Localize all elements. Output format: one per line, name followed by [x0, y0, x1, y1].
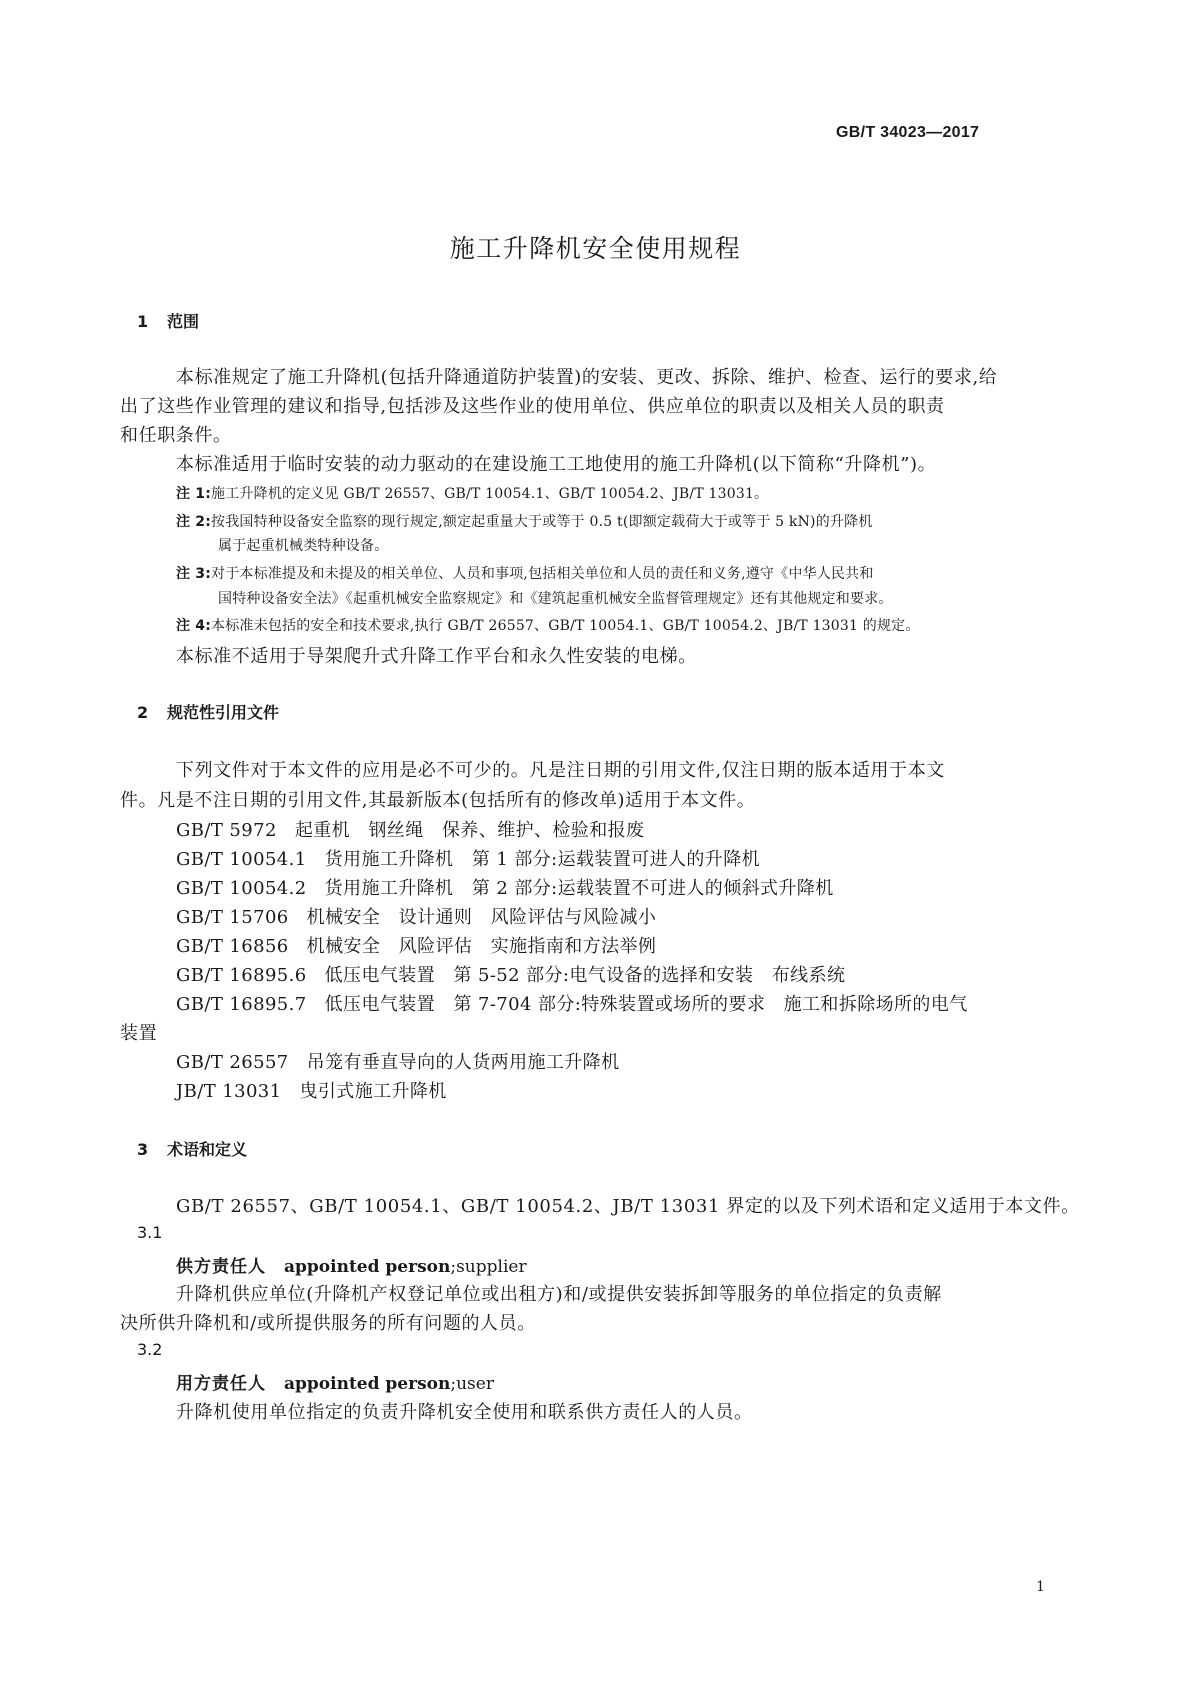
reference-title: 曳引式施工升降机 [299, 1081, 447, 1102]
note-3-continued: 国特种设备安全法》《起重机械安全监察规定》和《建筑起重机械安全监督管理规定》还有其他规定和要求。 [218, 591, 893, 607]
section-number: 1 [137, 312, 149, 331]
reference-code: GB/T 10054.1 [176, 849, 307, 870]
references-intro-line: 件。凡是不注日期的引用文件,其最新版本(包括所有的修改单)适用于本文件。 [120, 790, 756, 811]
section-title: 范围 [167, 312, 200, 331]
reference-item [176, 1077, 447, 1103]
reference-item [176, 932, 656, 958]
section-number: 3 [137, 1140, 149, 1159]
note-2-continued: 属于起重机械类特种设备。 [218, 538, 389, 554]
terms-intro: GB/T 26557、GB/T 10054.1、GB/T 10054.2、JB/T 13031 界定的以及下列术语和定义适用于本文件。 [176, 1196, 1080, 1217]
reference-title: 货用施工升降机 第 1 部分:运载装置可进人的升降机 [324, 849, 760, 870]
note-text: 施工升降机的定义见 GB/T 26557、GB/T 10054.1、GB/T 10054.2、JB/T 13031。 [211, 486, 769, 502]
reference-item [176, 903, 656, 929]
scope-paragraph-line: 和任职条件。 [120, 425, 232, 446]
note-text: 按我国特种设备安全监察的现行规定,额定起重量大于或等于 0.5 t(即额定载荷大于或等于 5 kN)的升降机 [211, 514, 873, 530]
section-1-heading [137, 309, 199, 332]
term-english: appointed person [284, 1257, 451, 1277]
section-number: 2 [137, 703, 149, 722]
note-label: 注 3: [176, 566, 212, 582]
reference-title: 机械安全 风险评估 实施指南和方法举例 [306, 936, 657, 957]
reference-code: GB/T 5972 [176, 820, 277, 841]
page-number: 1 [1036, 1579, 1045, 1595]
reference-code: JB/T 13031 [176, 1081, 282, 1102]
reference-code: GB/T 16856 [176, 936, 289, 957]
term-qualifier: ;supplier [450, 1257, 527, 1277]
reference-title: 机械安全 设计通则 风险评估与风险减小 [306, 907, 657, 928]
scope-paragraph-line: 出了这些作业管理的建议和指导,包括涉及这些作业的使用单位、供应单位的职责以及相关人员的职责 [120, 396, 945, 417]
reference-title: 低压电气装置 第 7-704 部分:特殊装置或场所的要求 施工和拆除场所的电气 [324, 994, 968, 1015]
term-english: appointed person [284, 1374, 451, 1394]
term-qualifier: ;user [450, 1374, 494, 1394]
reference-code: GB/T 16895.6 [176, 965, 307, 986]
term-definition-line: 升降机使用单位指定的负责升降机安全使用和联系供方责任人的人员。 [176, 1402, 753, 1423]
reference-code: GB/T 15706 [176, 907, 289, 928]
reference-item [176, 845, 760, 871]
note-label: 注 2: [176, 514, 212, 530]
scope-applicability: 本标准适用于临时安装的动力驱动的在建设施工工地使用的施工升降机(以下简称“升降机”)。 [176, 454, 937, 475]
note-2 [176, 511, 873, 531]
reference-item [176, 990, 968, 1016]
scope-paragraph-line: 本标准规定了施工升降机(包括升降通道防护装置)的安装、更改、拆除、维护、检查、运行的要求,给 [176, 367, 998, 388]
document-title: 施工升降机安全使用规程 [449, 234, 742, 263]
standard-number: GB/T 34023—2017 [836, 124, 980, 141]
note-label: 注 4: [176, 618, 212, 634]
reference-code: GB/T 10054.2 [176, 878, 307, 899]
note-label: 注 1: [176, 486, 212, 502]
term-chinese: 用方责任人 [176, 1374, 266, 1394]
section-title: 术语和定义 [167, 1140, 248, 1159]
reference-title: 货用施工升降机 第 2 部分:运载装置不可进人的倾斜式升降机 [324, 878, 834, 899]
references-intro-line: 下列文件对于本文件的应用是必不可少的。凡是注日期的引用文件,仅注日期的版本适用于本文 [176, 760, 945, 781]
clause-number: 3.2 [137, 1340, 163, 1359]
note-3 [176, 563, 874, 583]
reference-item-continued: 装置 [120, 1023, 158, 1044]
reference-item [176, 874, 834, 900]
note-4 [176, 615, 920, 635]
reference-item [176, 961, 845, 987]
note-text: 对于本标准提及和未提及的相关单位、人员和事项,包括相关单位和人员的责任和义务,遵守《中华人民共和 [211, 566, 874, 582]
reference-title: 低压电气装置 第 5-52 部分:电气设备的选择和安装 布线系统 [324, 965, 846, 986]
reference-item [176, 1048, 619, 1074]
reference-code: GB/T 16895.7 [176, 994, 307, 1015]
term-definition-line: 升降机供应单位(升降机产权登记单位或出租方)和/或提供安装拆卸等服务的单位指定的负责解 [176, 1284, 942, 1305]
reference-code: GB/T 26557 [176, 1052, 289, 1073]
reference-item [176, 816, 644, 842]
clause-number: 3.1 [137, 1223, 163, 1242]
term-chinese: 供方责任人 [176, 1257, 266, 1277]
note-text: 本标准未包括的安全和技术要求,执行 GB/T 26557、GB/T 10054.1、GB/T 10054.2、JB/T 13031 的规定。 [211, 618, 920, 634]
term-definition-line: 决所供升降机和/或所提供服务的所有问题的人员。 [120, 1313, 536, 1334]
scope-exclusion: 本标准不适用于导架爬升式升降工作平台和永久性安装的电梯。 [176, 646, 697, 667]
note-1 [176, 483, 768, 503]
reference-title: 起重机 钢丝绳 保养、维护、检验和报废 [294, 820, 645, 841]
section-3-heading [137, 1137, 247, 1160]
section-2-heading [137, 700, 279, 723]
term-heading [176, 1369, 494, 1394]
term-heading [176, 1252, 527, 1277]
section-title: 规范性引用文件 [167, 703, 280, 722]
reference-title: 吊笼有垂直导向的人货两用施工升降机 [306, 1052, 620, 1073]
